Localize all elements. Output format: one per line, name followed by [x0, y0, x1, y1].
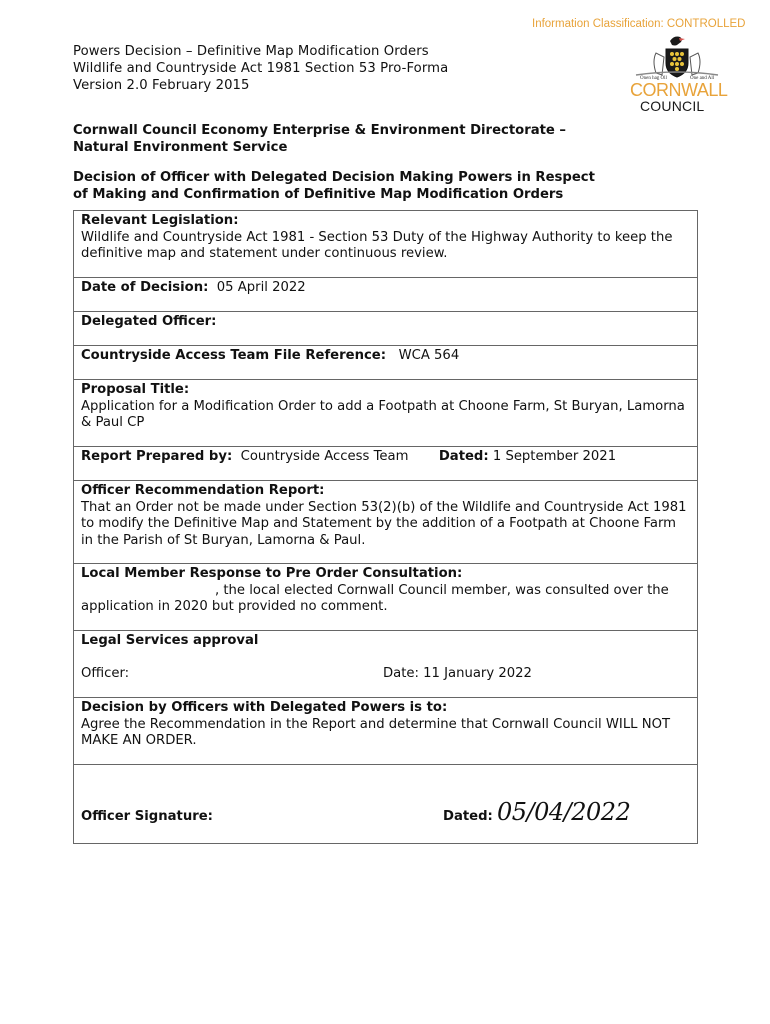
signature-row [74, 765, 698, 844]
classification-label: Information Classification: CONTROLLED [532, 18, 746, 30]
date-of-decision-row [74, 278, 698, 312]
signature-date-handwritten: 05/04/2022 [497, 797, 631, 826]
decision-heading [73, 170, 595, 203]
date-of-decision-label: Date of Decision: [81, 280, 209, 295]
report-dated-value: 1 September 2021 [492, 449, 617, 464]
logo-wordmark: CORNWALL [630, 80, 728, 100]
legal-approval-date: Date: 11 January 2022 [383, 665, 532, 681]
decision-label: Decision by Officers with Delegated Powers is to: [81, 700, 448, 715]
legislation-text: Wildlife and Countryside Act 1981 - Section 53 Duty of the Highway Authority to keep the definitive map and statement under continuous review. [81, 229, 673, 261]
heading-line: Decision of Officer with Delegated Decision Making Powers in Respect [73, 170, 595, 185]
heading-line: of Making and Confirmation of Definitive Map Modification Orders [73, 186, 564, 202]
local-member-label: Local Member Response to Pre Order Consultation: [81, 566, 463, 581]
header-line: Wildlife and Countryside Act 1981 Section 53 Pro-Forma [73, 61, 449, 76]
legislation-row [74, 211, 698, 278]
file-reference-row [74, 346, 698, 380]
report-prepared-label: Report Prepared by: [81, 449, 233, 464]
recommendation-label: Officer Recommendation Report: [81, 483, 325, 498]
decision-row [74, 698, 698, 765]
local-member-row [74, 564, 698, 631]
report-prepared-value: Countryside Access Team [240, 449, 409, 464]
legal-officer-label: Officer: [81, 665, 130, 681]
svg-text:One and All: One and All [690, 76, 715, 81]
proposal-text: Application for a Modification Order to add a Footpath at Choone Farm, St Buryan, Lamorna & Paul CP [81, 398, 685, 430]
legal-approval-row [74, 631, 698, 698]
signature-dated-label: Dated: [443, 808, 493, 824]
decision-text: Agree the Recommendation in the Report and determine that Cornwall Council WILL NOT MAKE AN ORDER. [81, 716, 670, 748]
delegated-officer-label: Delegated Officer: [81, 314, 217, 329]
report-dated-label: Dated: [438, 449, 489, 464]
date-of-decision-value: 05 April 2022 [216, 280, 306, 295]
recommendation-text: That an Order not be made under Section 53(2)(b) of the Wildlife and Countryside Act 1981 to modify the Definitive Map and Statement by the addition of a Footpath at Choone Farm in the Parish of St Buryan, Lamorna & Paul. [81, 499, 687, 548]
heading-line: Natural Environment Service [73, 139, 288, 155]
report-prepared-row [74, 447, 698, 481]
local-member-text [81, 583, 690, 616]
coat-of-arms-icon [628, 33, 724, 83]
delegated-officer-row [74, 312, 698, 346]
svg-text:Onen hag Oll: Onen hag Oll [640, 76, 667, 81]
file-reference-label: Countryside Access Team File Reference: [81, 348, 386, 363]
document-header [73, 43, 448, 94]
heading-line: Cornwall Council Economy Enterprise & Environment Directorate – [73, 123, 567, 138]
file-reference-value: WCA 564 [398, 348, 460, 363]
logo-council-text: COUNCIL [640, 98, 705, 114]
cornwall-council-logo [628, 33, 728, 115]
officer-signature-label: Officer Signature: [81, 808, 213, 824]
legislation-label: Relevant Legislation: [81, 213, 239, 228]
header-line: Version 2.0 February 2015 [73, 78, 250, 93]
proposal-label: Proposal Title: [81, 382, 190, 397]
decision-form-table [73, 210, 698, 844]
local-member-response: , the local elected Cornwall Council member, was consulted over the application in 2020 but provided no comment. [81, 582, 669, 614]
legal-approval-label: Legal Services approval [81, 633, 259, 648]
legal-approval-details [81, 666, 690, 683]
directorate-heading [73, 123, 566, 156]
header-line: Powers Decision – Definitive Map Modification Orders [73, 44, 429, 59]
recommendation-row [74, 481, 698, 564]
proposal-row [74, 380, 698, 447]
